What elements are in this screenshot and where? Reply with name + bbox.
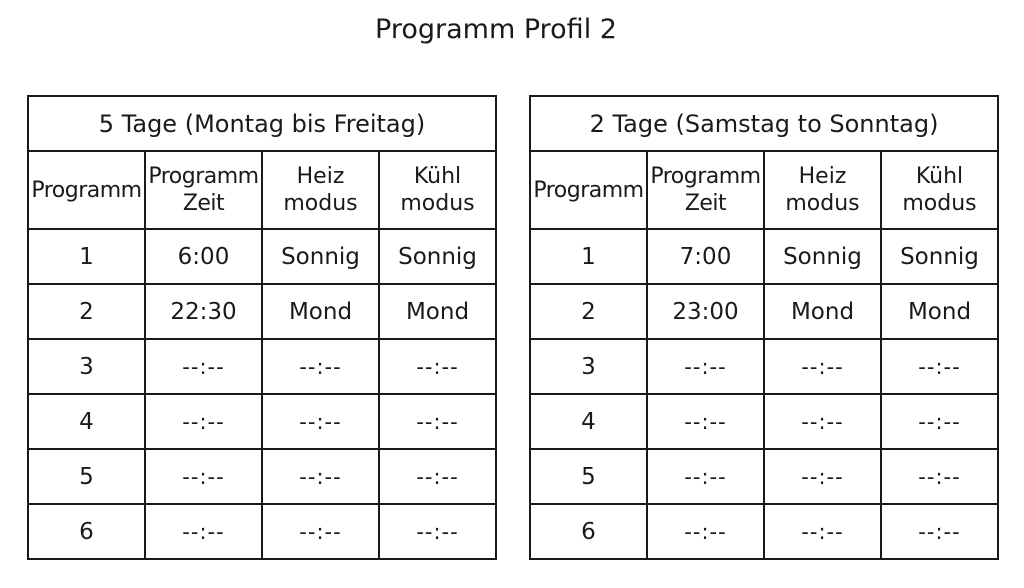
column-header-cool-mode	[881, 151, 998, 229]
program-number-cell: 1	[530, 229, 647, 284]
cool-mode-cell: Mond	[881, 284, 998, 339]
header-line: modus	[283, 191, 358, 216]
heat-mode-cell: Sonnig	[262, 229, 379, 284]
heat-mode-cell: --:--	[262, 339, 379, 394]
heat-mode-cell: --:--	[262, 449, 379, 504]
header-line: Zeit	[684, 191, 727, 216]
header-line: Kühl	[915, 164, 964, 189]
heat-mode-cell: --:--	[764, 449, 881, 504]
heat-mode-cell: --:--	[262, 394, 379, 449]
weekday-schedule-table	[27, 95, 497, 560]
column-header-heat-mode	[764, 151, 881, 229]
weekend-schedule-table	[529, 95, 999, 560]
table-row	[530, 229, 998, 284]
column-header-program: Programm	[530, 151, 647, 229]
cool-mode-cell: Mond	[379, 284, 496, 339]
program-time-cell: 6:00	[145, 229, 262, 284]
table-title: 5 Tage (Montag bis Freitag)	[28, 96, 496, 151]
header-line: Heiz	[798, 164, 847, 189]
program-number-cell: 3	[530, 339, 647, 394]
heat-mode-cell: Sonnig	[764, 229, 881, 284]
heat-mode-cell: --:--	[262, 504, 379, 559]
program-number-cell: 6	[530, 504, 647, 559]
cool-mode-cell: --:--	[379, 339, 496, 394]
page-title: Programm Profil 2	[375, 14, 617, 45]
program-time-cell: --:--	[647, 394, 764, 449]
program-time-cell: --:--	[647, 504, 764, 559]
cool-mode-cell: --:--	[881, 504, 998, 559]
table-row	[28, 449, 496, 504]
program-number-cell: 5	[28, 449, 145, 504]
table-body	[530, 229, 998, 559]
header-line: modus	[902, 191, 977, 216]
column-header-program-time	[145, 151, 262, 229]
program-time-cell: 7:00	[647, 229, 764, 284]
program-time-cell: --:--	[145, 449, 262, 504]
program-time-cell: 23:00	[647, 284, 764, 339]
table-title: 2 Tage (Samstag to Sonntag)	[530, 96, 998, 151]
program-number-cell: 4	[28, 394, 145, 449]
program-number-cell: 5	[530, 449, 647, 504]
cool-mode-cell: --:--	[379, 394, 496, 449]
program-time-cell: --:--	[145, 504, 262, 559]
column-header-cool-mode	[379, 151, 496, 229]
header-line: Zeit	[182, 191, 225, 216]
header-line: Programm	[650, 164, 761, 189]
heat-mode-cell: Mond	[262, 284, 379, 339]
table-row	[28, 394, 496, 449]
cool-mode-cell: --:--	[881, 339, 998, 394]
program-time-cell: 22:30	[145, 284, 262, 339]
program-time-cell: --:--	[647, 339, 764, 394]
table-row	[28, 284, 496, 339]
cool-mode-cell: --:--	[379, 449, 496, 504]
header-line: modus	[400, 191, 475, 216]
program-number-cell: 2	[530, 284, 647, 339]
heat-mode-cell: --:--	[764, 394, 881, 449]
table-row	[28, 339, 496, 394]
cool-mode-cell: --:--	[881, 394, 998, 449]
heat-mode-cell: Mond	[764, 284, 881, 339]
table-row	[28, 504, 496, 559]
program-number-cell: 2	[28, 284, 145, 339]
program-number-cell: 3	[28, 339, 145, 394]
table-row	[28, 229, 496, 284]
program-time-cell: --:--	[145, 339, 262, 394]
table-body	[28, 229, 496, 559]
table-row	[530, 394, 998, 449]
column-header-program: Programm	[28, 151, 145, 229]
program-time-cell: --:--	[145, 394, 262, 449]
header-line: modus	[785, 191, 860, 216]
program-time-cell: --:--	[647, 449, 764, 504]
cool-mode-cell: --:--	[379, 504, 496, 559]
header-line: Programm	[148, 164, 259, 189]
table-row	[530, 284, 998, 339]
header-line: Kühl	[413, 164, 462, 189]
cool-mode-cell: Sonnig	[379, 229, 496, 284]
header-line: Heiz	[296, 164, 345, 189]
column-header-heat-mode	[262, 151, 379, 229]
table-row	[530, 339, 998, 394]
heat-mode-cell: --:--	[764, 339, 881, 394]
program-number-cell: 1	[28, 229, 145, 284]
column-header-program-time	[647, 151, 764, 229]
table-row	[530, 504, 998, 559]
program-number-cell: 6	[28, 504, 145, 559]
cool-mode-cell: --:--	[881, 449, 998, 504]
heat-mode-cell: --:--	[764, 504, 881, 559]
cool-mode-cell: Sonnig	[881, 229, 998, 284]
program-number-cell: 4	[530, 394, 647, 449]
table-row	[530, 449, 998, 504]
